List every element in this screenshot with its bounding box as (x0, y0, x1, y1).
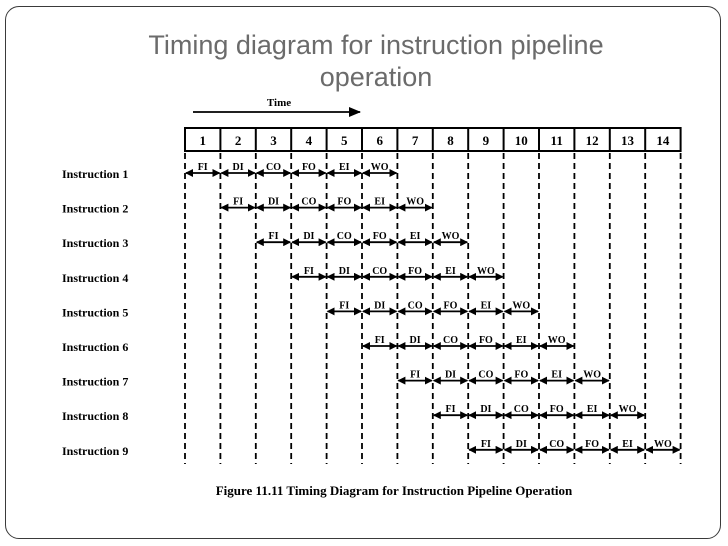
stage-co-label: CO (549, 438, 565, 450)
stage-fi-label: FI (445, 404, 456, 416)
time-slot-4: 4 (305, 133, 313, 148)
stage-co-label: CO (372, 265, 388, 277)
time-slot-10: 10 (514, 133, 528, 148)
stage-co-label: CO (513, 404, 529, 416)
time-slot-14: 14 (656, 133, 670, 148)
stage-wo-label: WO (512, 300, 531, 312)
time-slot-2: 2 (234, 133, 242, 148)
time-slot-8: 8 (447, 133, 454, 148)
stage-wo-label: WO (406, 196, 424, 208)
stage-co-label: CO (301, 196, 317, 208)
instruction-label: Instruction 2 (62, 201, 129, 216)
stage-di-label: DI (409, 335, 421, 346)
instruction-row-3 (62, 231, 467, 250)
stage-co-label: CO (266, 162, 281, 173)
stage-wo-label: WO (477, 265, 495, 277)
stage-wo-label: WO (618, 404, 637, 416)
time-slot-3: 3 (270, 133, 277, 148)
stage-co-label: CO (407, 300, 423, 312)
instruction-label: Instruction 4 (62, 270, 129, 285)
time-slot-13: 13 (621, 133, 634, 148)
time-slot-11: 11 (550, 133, 563, 148)
stage-fi-label: FI (303, 265, 314, 277)
stage-ei-label: EI (586, 404, 598, 416)
stage-fo-label: FO (408, 265, 423, 277)
stage-fo-label: FO (301, 162, 316, 173)
stage-fi-label: FI (197, 162, 208, 173)
stage-fi-label: FI (339, 300, 350, 312)
stage-fi-label: FI (233, 196, 244, 208)
stage-co-label: CO (443, 335, 458, 346)
time-slot-6: 6 (376, 133, 383, 148)
stage-di-label: DI (267, 196, 280, 208)
time-slot-7: 7 (411, 133, 419, 148)
title-line-2: operation (319, 62, 433, 92)
stage-wo-label: WO (547, 335, 566, 346)
instruction-label: Instruction 5 (62, 305, 129, 320)
instruction-row-1 (62, 162, 396, 181)
title-line-1: Timing diagram for instruction pipeline (148, 30, 604, 60)
stage-wo-label: WO (370, 162, 389, 173)
stage-di-label: DI (480, 404, 492, 416)
stage-fo-label: FO (478, 335, 493, 346)
slot-boundary-lines (185, 153, 681, 464)
instruction-label: Instruction 1 (62, 167, 129, 181)
stage-di-label: DI (515, 438, 527, 450)
stage-di-label: DI (303, 231, 315, 243)
stage-fi-label: FI (268, 231, 279, 243)
time-slot-5: 5 (341, 133, 348, 148)
stage-wo-label: WO (654, 438, 672, 450)
stage-ei-label: EI (409, 231, 421, 243)
stage-fi-label: FI (480, 438, 491, 450)
stage-fo-label: FO (372, 231, 387, 243)
instruction-row-8 (62, 404, 644, 423)
instruction-row-2 (62, 197, 432, 216)
instruction-rows (62, 162, 680, 458)
time-slot-9: 9 (482, 133, 490, 148)
instruction-row-7 (62, 370, 609, 389)
stage-ei-label: EI (622, 438, 633, 450)
stage-ei-label: EI (516, 335, 527, 346)
instruction-row-4 (62, 266, 503, 285)
instruction-label: Instruction 9 (62, 443, 129, 458)
stage-fi-label: FI (374, 335, 385, 346)
stage-di-label: DI (338, 265, 350, 277)
instruction-label: Instruction 6 (62, 340, 129, 354)
stage-fo-label: FO (443, 300, 458, 312)
instruction-row-5 (62, 300, 538, 319)
stage-wo-label: WO (583, 369, 601, 381)
time-slot-header (185, 128, 681, 151)
stage-co-label: CO (336, 231, 352, 243)
stage-ei-label: EI (551, 369, 562, 381)
instruction-row-9 (62, 439, 680, 458)
stage-fo-label: FO (514, 369, 529, 381)
time-slot-12: 12 (585, 133, 599, 148)
stage-ei-label: EI (339, 162, 350, 173)
stage-co-label: CO (478, 369, 494, 381)
stage-di-label: DI (444, 369, 457, 381)
instruction-row-6 (62, 335, 573, 354)
stage-wo-label: WO (441, 231, 460, 243)
stage-fo-label: FO (585, 438, 600, 450)
stage-fo-label: FO (549, 404, 564, 416)
instruction-label: Instruction 8 (62, 409, 129, 424)
stage-fi-label: FI (410, 369, 421, 381)
time-label: Time (266, 97, 292, 109)
stage-ei-label: EI (445, 265, 456, 277)
stage-ei-label: EI (480, 300, 492, 312)
stage-ei-label: EI (374, 196, 385, 208)
figure-caption: Figure 11.11 Timing Diagram for Instruction Pipeline Operation (215, 483, 573, 498)
instruction-label: Instruction 7 (62, 374, 129, 389)
stage-fo-label: FO (337, 196, 352, 208)
time-slot-1: 1 (199, 133, 206, 148)
instruction-label: Instruction 3 (62, 236, 129, 251)
stage-di-label: DI (374, 300, 386, 312)
stage-di-label: DI (232, 162, 244, 173)
